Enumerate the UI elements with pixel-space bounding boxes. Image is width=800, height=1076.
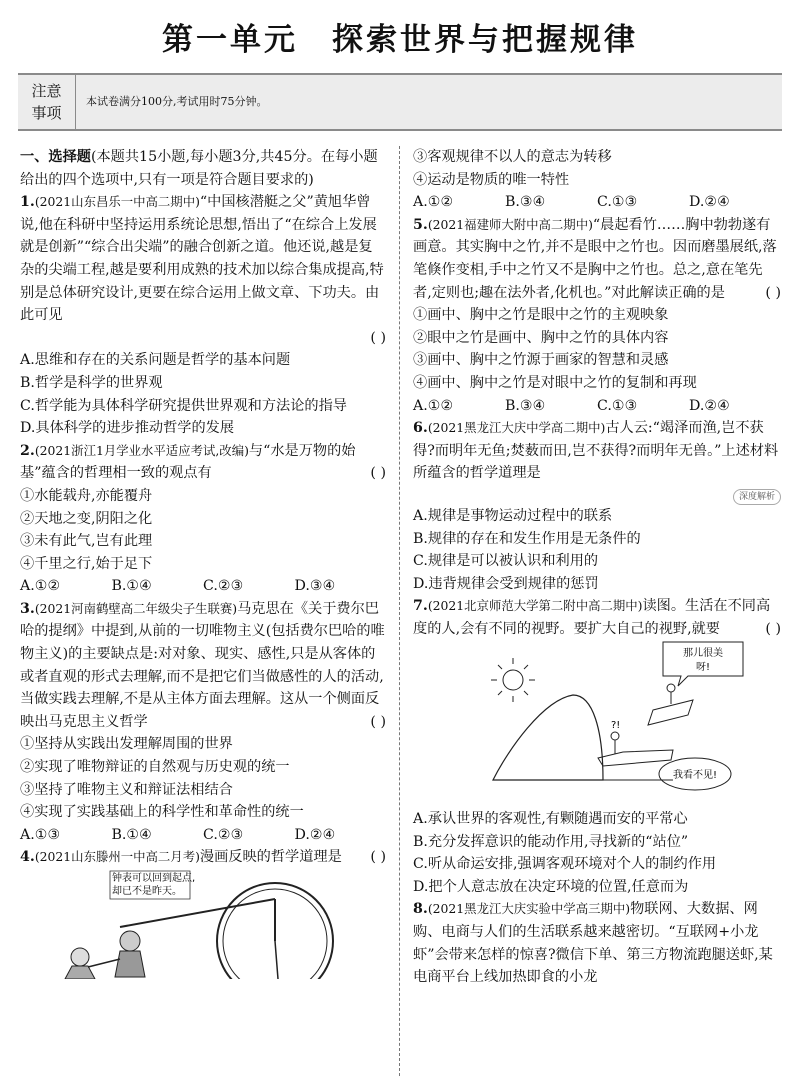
item: ④实现了实践基础上的科学性和革命性的统一 (20, 804, 304, 821)
cartoon-clock-illustration (20, 869, 386, 979)
perspective-cartoon (413, 640, 781, 800)
choices: A.①② B.③④ C.①③ D.②④ (413, 194, 730, 211)
question-8: 8.(2021黑龙江大庆实验中学高三期中)物联网、大数据、网购、电商与人们的生活联系越来越密切。“互联网+小龙虾”会带来怎样的惊喜?微信下单、第三方物流跑腿送虾,某电商平台上线加热即食的小龙 (413, 901, 773, 986)
item: ③未有此气,岂有此理 (20, 533, 153, 550)
page-title: 第一单元 探索世界与把握规律 (162, 22, 638, 58)
person-icon (667, 684, 675, 692)
question-4-continued (413, 146, 781, 214)
item: ④运动是物质的唯一特性 (413, 171, 570, 188)
choices: A.①② B.①④ C.②③ D.③④ (20, 578, 336, 595)
item: ①画中、胸中之竹是眼中之竹的主观映象 (413, 307, 669, 324)
option: A.承认世界的客观性,有颗随遇而安的平常心 (413, 811, 688, 828)
notice-label: 注意 事项 (18, 75, 76, 129)
option: C.规律是可以被认识和利用的 (413, 553, 599, 570)
right-column (413, 146, 781, 989)
person-icon (71, 948, 89, 966)
option: C.听从命运安排,强调客观环境对个人的制约作用 (413, 856, 717, 873)
question-6: 6.(2021黑龙江大庆中学高二期中)古人云:“竭泽而渔,岂不获得?而明年无鱼;焚薮而田,岂不获得?而明年无兽。”上述材料所蕴含的哲学道理是 深度解析 A.规律是事物运动过程中的联系 B.规律的存在和发生作用是无条件的 C.规律是可以被认识和利用的 D.违背规律会受到规律的惩罚 (413, 417, 781, 595)
surprise-mark: ?! (611, 720, 621, 732)
answer-paren: ( ) (370, 713, 386, 730)
item: ③画中、胸中之竹源于画家的智慧和灵感 (413, 352, 669, 369)
item: ④画中、胸中之竹是对眼中之竹的复制和再现 (413, 374, 697, 391)
bubble-top-line1: 那儿很美 (683, 648, 723, 660)
option: A.思维和存在的关系问题是哲学的基本问题 (20, 352, 291, 369)
item: ②实现了唯物辩证的自然观与历史观的统一 (20, 759, 290, 776)
item: ③客观规律不以人的意志为转移 (413, 149, 612, 165)
cartoon-caption-line1: 钟表可以回到起点, (112, 873, 196, 884)
option: B.哲学是科学的世界观 (20, 374, 163, 391)
notice-text: 本试卷满分100分,考试用时75分钟。 (86, 95, 268, 108)
item: ③坚持了唯物主义和辩证法相结合 (20, 781, 233, 798)
question-2: 2.(2021浙江1月学业水平适应考试,改编)与“水是万物的始基”蕴含的哲理相一致的观点有 ( ) ①水能载舟,亦能覆舟 ②天地之变,阴阳之化 ③未有此气,岂有此理 ④千里之行,始于足下 A.①② B.①④ C.②③ D.③④ (20, 440, 386, 598)
question-5: 5.(2021福建师大附中高二期中)“晨起看竹……胸中勃勃遂有画意。其实胸中之竹,并不是眼中之竹也。因而磨墨展纸,落笔倏作变相,手中之竹又不是胸中之竹也。总之,意在笔先者,定则也;趣在法外者,化机也。”对此解读正确的是 ( ) ①画中、胸中之竹是眼中之竹的主观映象 ②眼中之竹是画中、胸中之竹的具体内容 ③画中、胸中之竹源于画家的智慧和灵感 ④画中、胸中之竹是对眼中之竹的复制和再现 A.①② B.③④ C.①③ D.②④ (413, 214, 781, 417)
question-4: 4.(2021山东滕州一中高二月考)漫画反映的哲学道理是 ( ) 钟表可以回到起点, 却已不是昨天。 (20, 846, 386, 986)
option: D.把个人意志放在决定环境的位置,任意而为 (413, 878, 689, 895)
item: ②天地之变,阴阳之化 (20, 510, 153, 527)
sun-icon (503, 670, 523, 690)
bubble-bottom: 我看不见! (672, 770, 718, 782)
option: D.违背规律会受到规律的惩罚 (413, 575, 599, 592)
left-column (20, 146, 386, 987)
answer-paren: ( ) (370, 329, 386, 346)
mountain-icon (493, 695, 603, 780)
question-1: 1.(2021山东昌乐一中高二期中)“中国核潜艇之父”黄旭华曾说,他在科研中坚持运用系统论思想,悟出了“在综合上发展就是创新”“综合出尖端”的融合创新之道。他还说,越是复杂的尖端工程,越是要利用成熟的技术加以综合集成提高,特别是总体研究设计,更要在综合运用上做文章、下功夫。由此可见 ( ) A.思维和存在的关系问题是哲学的基本问题 B.哲学是科学的世界观 C.哲学能为具体科学研究提供世界观和方法论的指导 D.具体科学的进步推动哲学的发展 (20, 191, 386, 440)
cartoon-caption-line2: 却已不是昨天。 (112, 886, 182, 897)
item: ①水能载舟,亦能覆舟 (20, 487, 153, 504)
choices: A.①② B.③④ C.①③ D.②④ (413, 397, 730, 414)
deep-analysis-tag: 深度解析 (733, 489, 781, 505)
question-3: 3.(2021河南鹤壁高二年级尖子生联赛)马克思在《关于费尔巴哈的提纲》中提到,从前的一切唯物主义(包括费尔巴哈的唯物主义)的主要缺点是:对对象、现实、感性,只是从客体的或者直观的形式去理解,而不是把它们当做感性的人的活动,当做实践去理解,不是从主体方面去理解。这从一个侧面反映出马克思主义哲学 ( ) ①坚持从实践出发理解周围的世界 ②实现了唯物辩证的自然观与历史观的统一 ③坚持了唯物主义和辩证法相结合 ④实现了实践基础上的科学性和革命性的统一 A.①③ B.①④ C.②③ D.②④ (20, 598, 386, 847)
person-icon (611, 732, 619, 740)
question-7: 7.(2021北京师范大学第二附中高二期中)读图。生活在不同高度的人,会有不同的视野。要扩大自己的视野,就要 ( ) 那儿很美 呀! ?! 我看不见! A.承认世界的客观性,有颗随遇而安的平常心 B.充分发挥意识的能动作用,寻找新的“站位” C.听从命运安排,强调客观环境对个人的制约作用 D.把个人意志放在决定环境的位置,任意而为 (413, 595, 781, 898)
item: ①坚持从实践出发理解周围的世界 (20, 736, 233, 753)
bubble-top-line2: 呀! (695, 662, 711, 674)
column-divider (399, 146, 400, 1076)
option: B.规律的存在和发生作用是无条件的 (413, 530, 641, 547)
choices: A.①③ B.①④ C.②③ D.②④ (20, 826, 336, 843)
section-heading: 一、选择题(本题共15小题,每小题3分,共45分。在每小题给出的四个选项中,只有一项是符合题目要求的) (20, 149, 378, 188)
option: C.哲学能为具体科学研究提供世界观和方法论的指导 (20, 397, 347, 414)
item: ②眼中之竹是画中、胸中之竹的具体内容 (413, 329, 669, 346)
person-icon (120, 931, 140, 951)
option: B.充分发挥意识的能动作用,寻找新的“站位” (413, 833, 689, 850)
item: ④千里之行,始于足下 (20, 555, 153, 572)
option: A.规律是事物运动过程中的联系 (413, 507, 613, 524)
notice-box (18, 73, 782, 131)
option: D.具体科学的进步推动哲学的发展 (20, 420, 235, 437)
